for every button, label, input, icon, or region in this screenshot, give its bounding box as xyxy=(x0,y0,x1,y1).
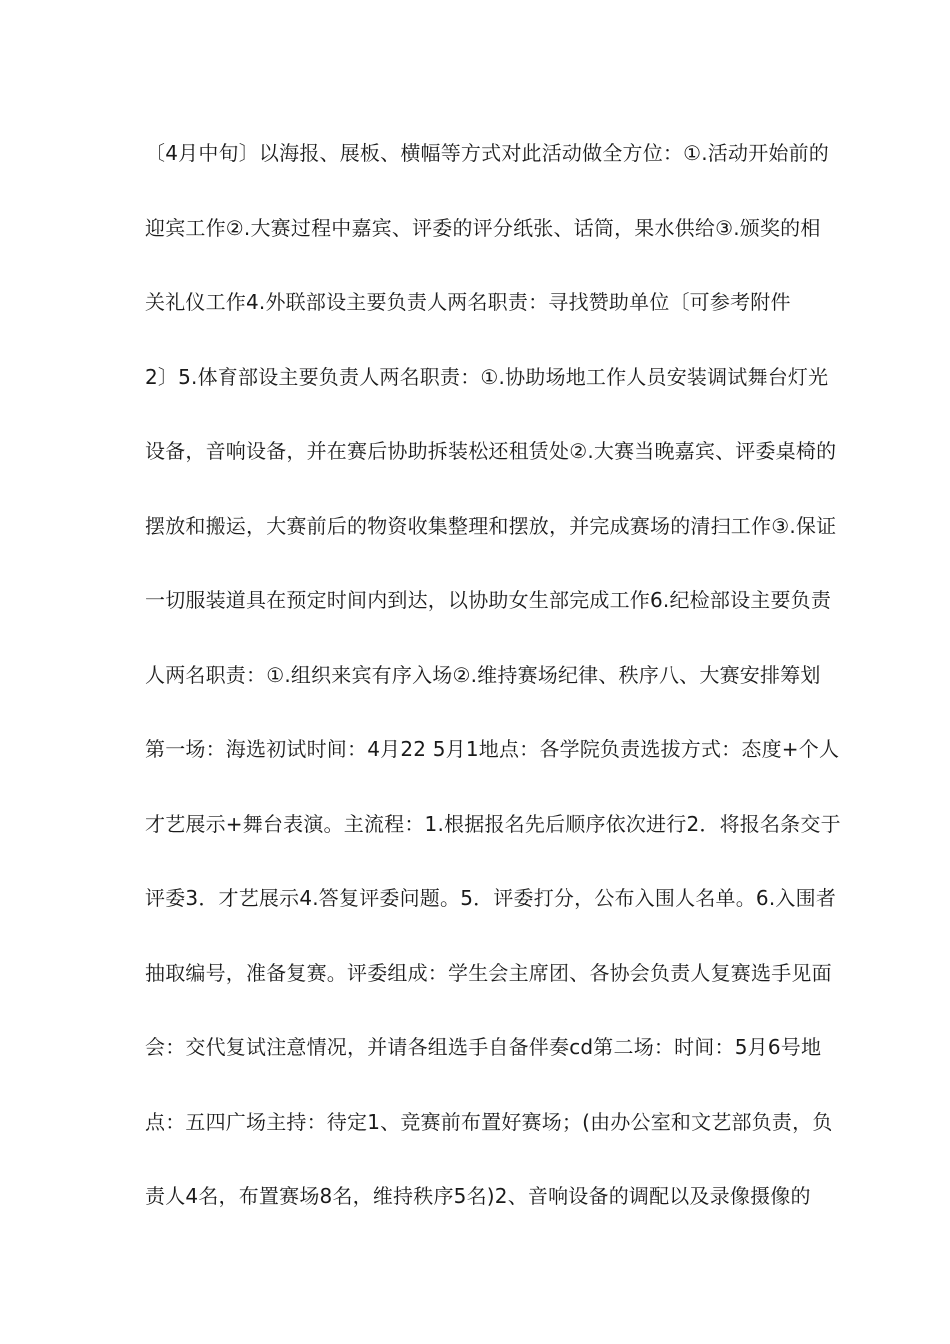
text-line: 设备，音响设备，并在赛后协助拆装松还租赁处②.大赛当晚嘉宾、评委桌椅的 xyxy=(145,439,837,463)
text-line: 迎宾工作②.大赛过程中嘉宾、评委的评分纸张、话筒，果水供给③.颁奖的相 xyxy=(145,215,821,240)
body-text xyxy=(145,133,841,1251)
text-line: 一切服装道具在预定时间内到达，以协助女生部完成工作6.纪检部设主要负责 xyxy=(145,588,832,612)
text-line: 第一场：海选初试时间：4月22 5月1地点：各学院负责选拔方式：态度+个人 xyxy=(145,737,840,761)
text-line: 点：五四广场主持：待定1、竞赛前布置好赛场；(由办公室和文艺部负责，负 xyxy=(145,1109,833,1134)
text-line: 抽取编号，准备复赛。评委组成：学生会主席团、各协会负责人复赛选手见面 xyxy=(145,960,832,985)
text-line: 人两名职责：①.组织来宾有序入场②.维持赛场纪律、秩序八、大赛安排筹划 xyxy=(145,662,821,687)
text-line: 会：交代复试注意情况，并请各组选手自备伴奏cd第二场：时间：5月6号地 xyxy=(145,1035,822,1059)
text-line: 关礼仪工作4.外联部设主要负责人两名职责：寻找赞助单位〔可参考附件 xyxy=(145,290,791,314)
text-line: 才艺展示+舞台表演。主流程：1.根据报名先后顺序依次进行2．将报名条交于 xyxy=(145,811,841,836)
text-line: 责人4名，布置赛场8名，维持秩序5名)2、音响设备的调配以及录像摄像的 xyxy=(145,1184,811,1208)
text-line: 2〕5.体育部设主要负责人两名职责：①.协助场地工作人员安装调试舞台灯光 xyxy=(145,364,829,389)
text-line: 摆放和搬运，大赛前后的物资收集整理和摆放，并完成赛场的清扫工作③.保证 xyxy=(145,513,837,538)
text-line: 评委3．才艺展示4.答复评委问题。5．评委打分，公布入围人名单。6.入围者 xyxy=(145,886,837,910)
text-line: 〔4月中旬〕以海报、展板、横幅等方式对此活动做全方位：①.活动开始前的 xyxy=(145,141,830,165)
